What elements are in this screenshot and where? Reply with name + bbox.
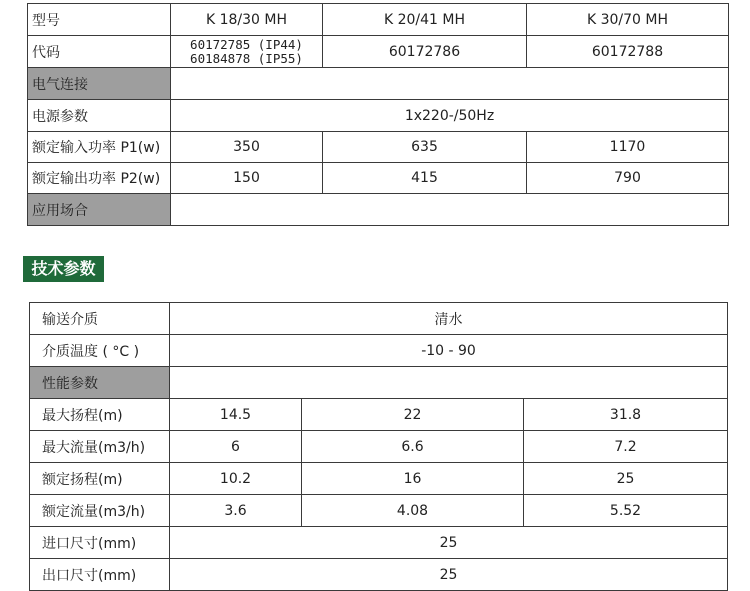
electrical-spec-table — [27, 3, 729, 226]
rated-flow-2: 4.08 — [302, 495, 524, 527]
outlet-label: 出口尺寸(mm) — [30, 559, 170, 591]
table-row — [30, 559, 728, 591]
max-head-1: 14.5 — [170, 399, 302, 431]
table-row — [30, 463, 728, 495]
power-supply-label: 电源参数 — [28, 100, 171, 132]
table-row — [30, 431, 728, 463]
section-title-tech-params: 技术参数 — [23, 256, 104, 282]
model-name-1: K 18/30 MH — [171, 4, 323, 36]
code-model-3: 60172788 — [527, 36, 729, 68]
table-row — [30, 495, 728, 527]
power-supply-value: 1x220-/50Hz — [171, 100, 729, 132]
output-power-2: 415 — [323, 163, 527, 194]
input-power-1: 350 — [171, 132, 323, 163]
temperature-value: -10 - 90 — [170, 335, 728, 367]
application-section-label: 应用场合 — [28, 194, 171, 226]
model-label: 型号 — [28, 4, 171, 36]
electrical-section-label: 电气连接 — [28, 68, 171, 100]
table-row — [28, 163, 729, 194]
performance-section-label: 性能参数 — [30, 367, 170, 399]
max-flow-2: 6.6 — [302, 431, 524, 463]
output-power-1: 150 — [171, 163, 323, 194]
table-row — [28, 132, 729, 163]
code-model-2: 60172786 — [323, 36, 527, 68]
electrical-section-empty — [171, 68, 729, 100]
table-row — [28, 4, 729, 36]
table-row — [28, 194, 729, 226]
model-name-3: K 30/70 MH — [527, 4, 729, 36]
table-row — [30, 527, 728, 559]
rated-flow-label: 额定流量(m3/h) — [30, 495, 170, 527]
medium-label: 输送介质 — [30, 303, 170, 335]
max-head-label: 最大扬程(m) — [30, 399, 170, 431]
code-model-1 — [171, 36, 323, 68]
input-power-2: 635 — [323, 132, 527, 163]
code-label: 代码 — [28, 36, 171, 68]
input-power-3: 1170 — [527, 132, 729, 163]
temperature-label: 介质温度 ( °C ) — [30, 335, 170, 367]
model-name-2: K 20/41 MH — [323, 4, 527, 36]
table-row — [30, 367, 728, 399]
table-row — [30, 399, 728, 431]
table-row — [28, 68, 729, 100]
rated-head-3: 25 — [524, 463, 728, 495]
medium-value: 清水 — [170, 303, 728, 335]
rated-head-label: 额定扬程(m) — [30, 463, 170, 495]
output-power-label: 额定输出功率 P2(w) — [28, 163, 171, 194]
rated-flow-3: 5.52 — [524, 495, 728, 527]
code-ip55: 60184878 (IP55) — [190, 50, 303, 66]
rated-head-2: 16 — [302, 463, 524, 495]
inlet-label: 进口尺寸(mm) — [30, 527, 170, 559]
table-row — [28, 100, 729, 132]
max-flow-label: 最大流量(m3/h) — [30, 431, 170, 463]
max-head-2: 22 — [302, 399, 524, 431]
rated-head-1: 10.2 — [170, 463, 302, 495]
table-row — [30, 303, 728, 335]
performance-section-empty — [170, 367, 728, 399]
max-flow-3: 7.2 — [524, 431, 728, 463]
output-power-3: 790 — [527, 163, 729, 194]
table-row — [28, 36, 729, 68]
code-ip44: 60172785 (IP44) — [190, 36, 303, 52]
input-power-label: 额定输入功率 P1(w) — [28, 132, 171, 163]
rated-flow-1: 3.6 — [170, 495, 302, 527]
max-flow-1: 6 — [170, 431, 302, 463]
table-row — [30, 335, 728, 367]
outlet-value: 25 — [170, 559, 728, 591]
max-head-3: 31.8 — [524, 399, 728, 431]
application-section-empty — [171, 194, 729, 226]
inlet-value: 25 — [170, 527, 728, 559]
technical-spec-table — [29, 302, 728, 591]
